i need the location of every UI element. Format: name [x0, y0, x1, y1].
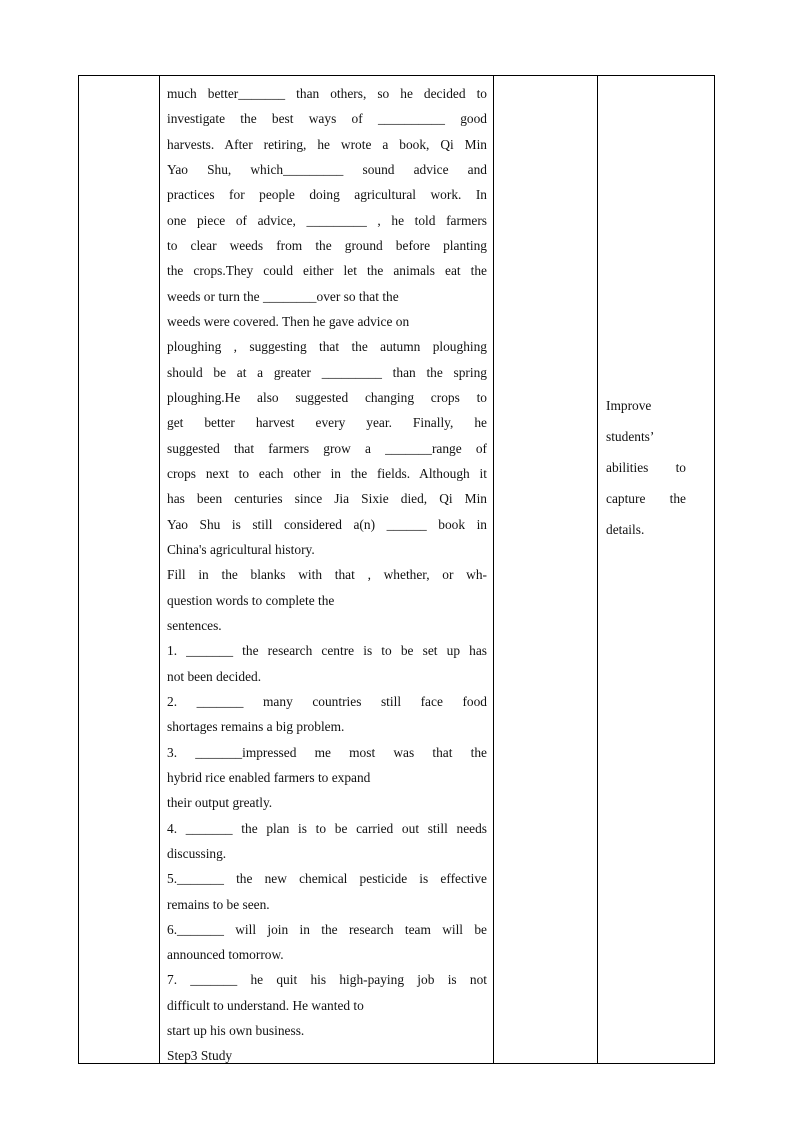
exercise-line: 1. _______ the research centre is to be set up has	[167, 643, 487, 659]
exercise-line: shortages remains a big problem.	[167, 719, 345, 735]
passage-line: Yao Shu, which_________ sound advice and	[167, 161, 487, 177]
column-divider	[597, 76, 598, 1063]
purpose-line: students’	[606, 429, 655, 444]
passage-line: crops next to each other in the fields. Although it	[167, 465, 487, 481]
passage-line: weeds were covered. Then he gave advice on	[167, 313, 410, 329]
exercise-line: remains to be seen.	[167, 896, 270, 912]
exercise-line: their output greatly.	[167, 795, 273, 811]
exercise-line: 2. _______ many countries still face food	[167, 693, 487, 709]
lesson-plan-table	[78, 75, 715, 1064]
exercise-line: difficult to understand. He wanted to	[167, 997, 364, 1013]
instruction-line: question words to complete the	[167, 592, 335, 608]
reading-passage	[167, 81, 487, 562]
passage-line: China's agricultural history.	[167, 541, 315, 557]
passage-line: suggested that farmers grow a _______range of	[167, 440, 487, 456]
column-divider	[493, 76, 494, 1063]
exercise-line: hybrid rice enabled farmers to expand	[167, 769, 371, 785]
passage-line: Yao Shu is still considered a(n) ______ book in	[167, 516, 487, 532]
instruction-line: Fill in the blanks with that , whether, or wh-	[167, 567, 487, 583]
exercise-line: discussing.	[167, 845, 227, 861]
exercise-list	[167, 638, 487, 1043]
exercise-line: 3. _______impressed me most was that the	[167, 744, 487, 760]
passage-line: practices for people doing agricultural work. In	[167, 187, 487, 203]
exercise-instruction	[167, 562, 487, 638]
exercise-line: 5._______ the new chemical pesticide is effective	[167, 871, 487, 887]
passage-line: get better harvest every year. Finally, he	[167, 415, 487, 431]
passage-line: the crops.They could either let the animals eat the	[167, 263, 487, 279]
step-label: Step3 Study	[167, 1048, 233, 1064]
activity-cell	[167, 81, 487, 1069]
instruction-line: sentences.	[167, 617, 222, 633]
purpose-line: abilities to	[606, 460, 686, 475]
exercise-line: start up his own business.	[167, 1023, 305, 1039]
purpose-cell	[606, 390, 686, 545]
passage-line: harvests. After retiring, he wrote a book, Qi Min	[167, 136, 487, 152]
purpose-line: capture the	[606, 491, 686, 506]
exercise-line: 6._______ will join in the research team will be	[167, 921, 487, 937]
passage-line: investigate the best ways of __________ good	[167, 111, 487, 127]
exercise-line: announced tomorrow.	[167, 947, 284, 963]
passage-line: has been centuries since Jia Sixie died, Qi Min	[167, 491, 487, 507]
passage-line: to clear weeds from the ground before planting	[167, 237, 487, 253]
purpose-line: details.	[606, 522, 645, 537]
passage-line: much better_______ than others, so he decided to	[167, 86, 487, 101]
passage-line: one piece of advice, _________ , he told farmers	[167, 212, 487, 228]
exercise-line: not been decided.	[167, 668, 262, 684]
purpose-line: Improve	[606, 398, 652, 413]
exercise-line: 4. _______ the plan is to be carried out still needs	[167, 820, 487, 836]
column-divider	[159, 76, 160, 1063]
passage-line: should be at a greater _________ than the spring	[167, 364, 487, 380]
passage-line: weeds or turn the ________over so that the	[167, 288, 399, 304]
passage-line: ploughing.He also suggested changing crops to	[167, 389, 487, 405]
exercise-line: 7. _______ he quit his high-paying job is not	[167, 972, 487, 988]
passage-line: ploughing , suggesting that the autumn ploughing	[167, 339, 487, 355]
